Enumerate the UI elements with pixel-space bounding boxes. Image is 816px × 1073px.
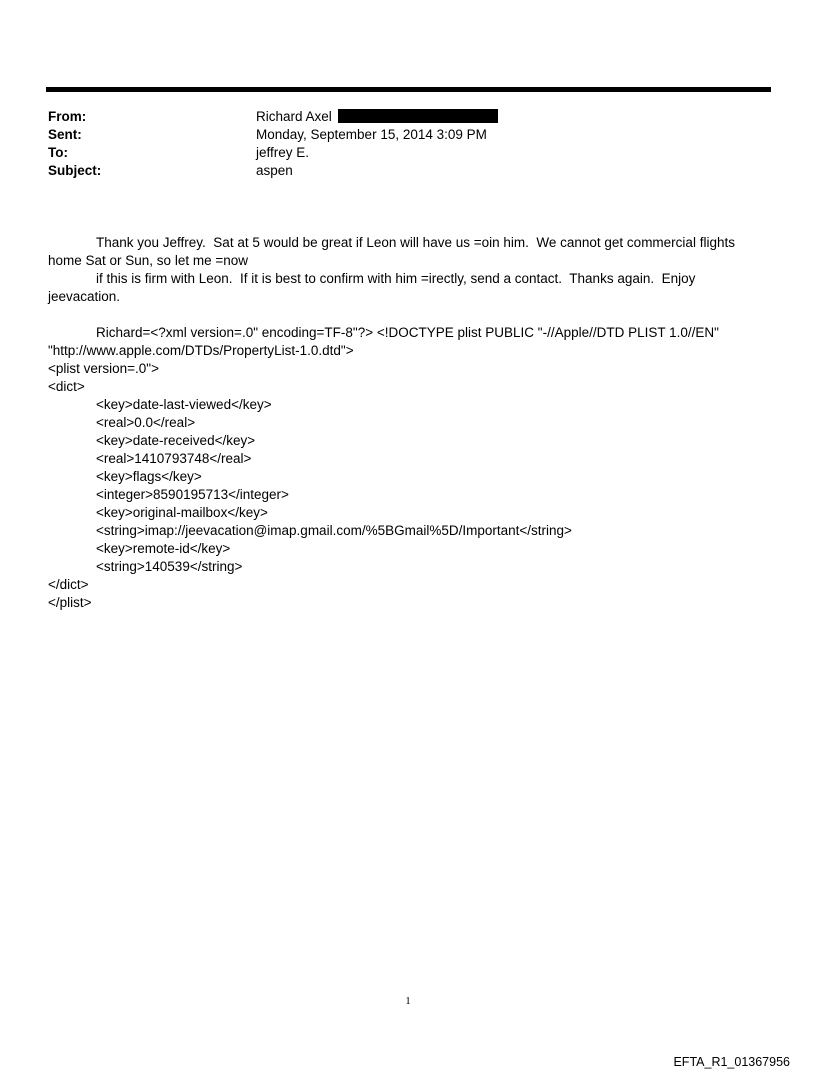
dict-line: <key>flags</key> [96, 469, 202, 484]
to-value: jeffrey E. [256, 145, 310, 160]
dict-line: <real>0.0</real> [96, 415, 196, 430]
spacer [48, 306, 768, 324]
email-header [48, 108, 768, 180]
email-body [48, 234, 768, 612]
redaction-bar [338, 109, 498, 123]
dict-line: <string>imap://jeevacation@imap.gmail.com/%5BGmail%5D/Important</string> [96, 523, 572, 538]
dict-line: <real>1410793748</real> [96, 451, 252, 466]
dict-line: <key>date-last-viewed</key> [96, 397, 272, 412]
from-label: From: [48, 109, 87, 124]
dict-line: <string>140539</string> [96, 559, 243, 574]
body-line: if this is firm with Leon. If it is best to confirm with him =irectly, send a contact. Thanks again. Enjoy [96, 271, 696, 286]
xml-line: </plist> [48, 595, 92, 610]
xml-line: </dict> [48, 577, 89, 592]
body-line: jeevacation. [48, 289, 121, 304]
xml-line: "http://www.apple.com/DTDs/PropertyList-1.0.dtd"> [48, 343, 354, 358]
subject-value: aspen [256, 163, 293, 178]
document-id: EFTA_R1_01367956 [673, 1055, 790, 1069]
dict-line: <key>date-received</key> [96, 433, 256, 448]
from-row [48, 108, 768, 126]
subject-label: Subject: [48, 163, 102, 178]
xml-line: <plist version=.0"> [48, 361, 159, 376]
sent-value: Monday, September 15, 2014 3:09 PM [256, 127, 487, 142]
header-rule [46, 87, 771, 92]
body-line: Thank you Jeffrey. Sat at 5 would be great if Leon will have us =oin him. We cannot get commercial flights [96, 235, 735, 250]
page-number: 1 [405, 995, 411, 1007]
from-value [256, 108, 498, 126]
sent-row [48, 126, 768, 144]
to-label: To: [48, 145, 68, 160]
body-line: home Sat or Sun, so let me =now [48, 253, 248, 268]
xml-line: Richard=<?xml version=.0" encoding=TF-8"?> <!DOCTYPE plist PUBLIC "-//Apple//DTD PLIST 1.0//EN" [96, 325, 719, 340]
dict-line: <integer>8590195713</integer> [96, 487, 289, 502]
dict-line: <key>remote-id</key> [96, 541, 231, 556]
dict-line: <key>original-mailbox</key> [96, 505, 268, 520]
subject-row [48, 162, 768, 180]
xml-line: <dict> [48, 379, 85, 394]
to-row [48, 144, 768, 162]
from-name: Richard Axel [256, 109, 332, 124]
sent-label: Sent: [48, 127, 82, 142]
